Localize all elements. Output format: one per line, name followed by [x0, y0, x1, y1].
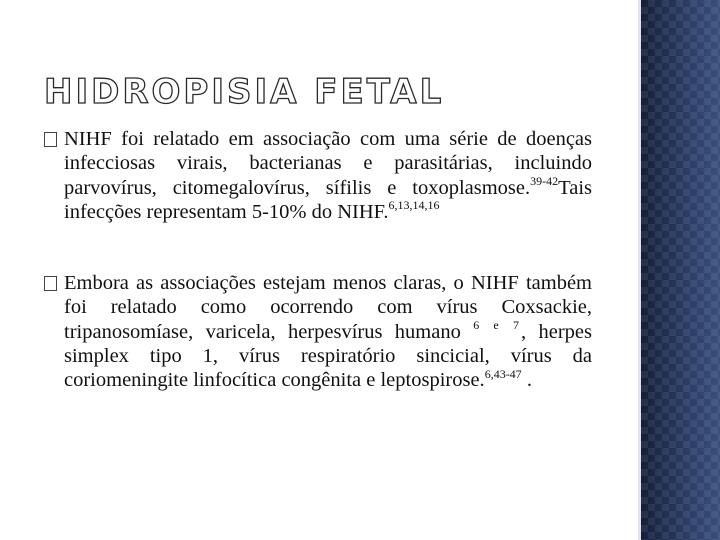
- bullet-2-ref-b: 6,43-47: [484, 366, 522, 381]
- bullet-2-text-a: Embora as associações estejam menos claras, o NIHF também foi relatado como ocorrendo com vírus Coxsackie, tripanosomíase, varicela, herpesvírus humano: [64, 272, 592, 343]
- bullet-item-1: [44, 127, 592, 224]
- slide-title: HIDROPISIA FETAL: [44, 72, 445, 112]
- bullet-2-text-c: .: [521, 369, 532, 392]
- bullet-box-icon: [44, 132, 57, 147]
- bullet-list: [44, 127, 592, 393]
- bullet-1-ref-a: 39-42: [530, 173, 559, 188]
- bullet-1-text-b: Tais infecções representam 5-10% do NIHF.: [64, 176, 592, 223]
- bullet-1-ref-b: 6,13,14,16: [388, 198, 440, 213]
- bullet-1-text-a: NIHF foi relatado em associação com uma série de doenças infecciosas virais, bacterianas e parasitárias, incluindo parvovírus, citomegalovírus, sífilis e toxoplasmose.: [64, 128, 592, 199]
- bullet-2-ref-a: 6 e 7: [473, 317, 521, 332]
- decorative-side-panel: [641, 0, 720, 540]
- bullet-2-text-b: , herpes simplex tipo 1, vírus respiratório sincicial, vírus da coriomeningite linfocítica congênita e leptospirose.: [64, 320, 592, 392]
- bullet-box-icon: [44, 276, 57, 291]
- bullet-item-2: [44, 271, 592, 392]
